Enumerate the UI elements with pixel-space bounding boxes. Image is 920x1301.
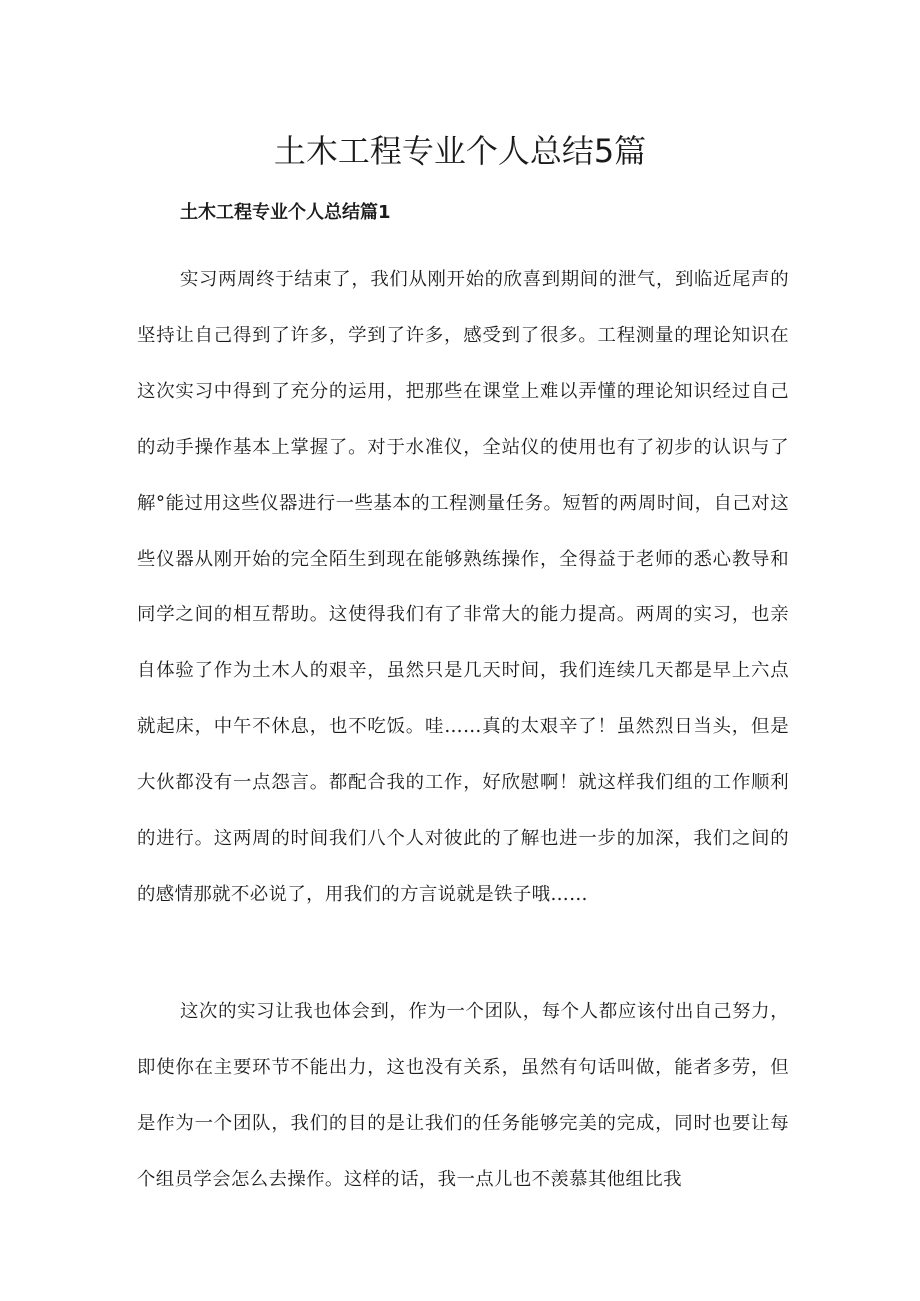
body-paragraph-2: 这次的实习让我也体会到，作为一个团队，每个人都应该付出自己努力，即使你在主要环节不能出力，这也没有关系，虽然有句话叫做，能者多劳，但是作为一个团队，我们的目的是让我们的任务能够完美的完成，同时也要让每个组员学会怎么去操作。这样的话，我一点儿也不羡慕其他组比我 [137, 1001, 789, 1190]
document-title: 土木工程专业个人总结5篇 [273, 132, 647, 170]
section-heading: 土木工程专业个人总结篇1 [180, 202, 391, 223]
body-paragraph-1: 实习两周终于结束了，我们从刚开始的欣喜到期间的泄气，到临近尾声的坚持让自己得到了许多，学到了许多，感受到了很多。工程测量的理论知识在这次实习中得到了充分的运用，把那些在课堂上难以弄懂的理论知识经过自己的动手操作基本上掌握了。对于水准仪，全站仪的使用也有了初步的认识与了解°能过用这些仪器进行一些基本的工程测量任务。短暂的两周时间，自己对这些仪器从刚开始的完全陌生到现在能够熟练操作，全得益于老师的悉心教导和同学之间的相互帮助。这使得我们有了非常大的能力提高。两周的实习，也亲自体验了作为土木人的艰辛，虽然只是几天时间，我们连续几天都是早上六点就起床，中午不休息，也不吃饭。哇……真的太艰辛了！虽然烈日当头，但是大伙都没有一点怨言。都配合我的工作，好欣慰啊！就这样我们组的工作顺利的进行。这两周的时间我们八个人对彼此的了解也进一步的加深，我们之间的的感情那就不必说了，用我们的方言说就是铁子哦…… [137, 269, 789, 905]
